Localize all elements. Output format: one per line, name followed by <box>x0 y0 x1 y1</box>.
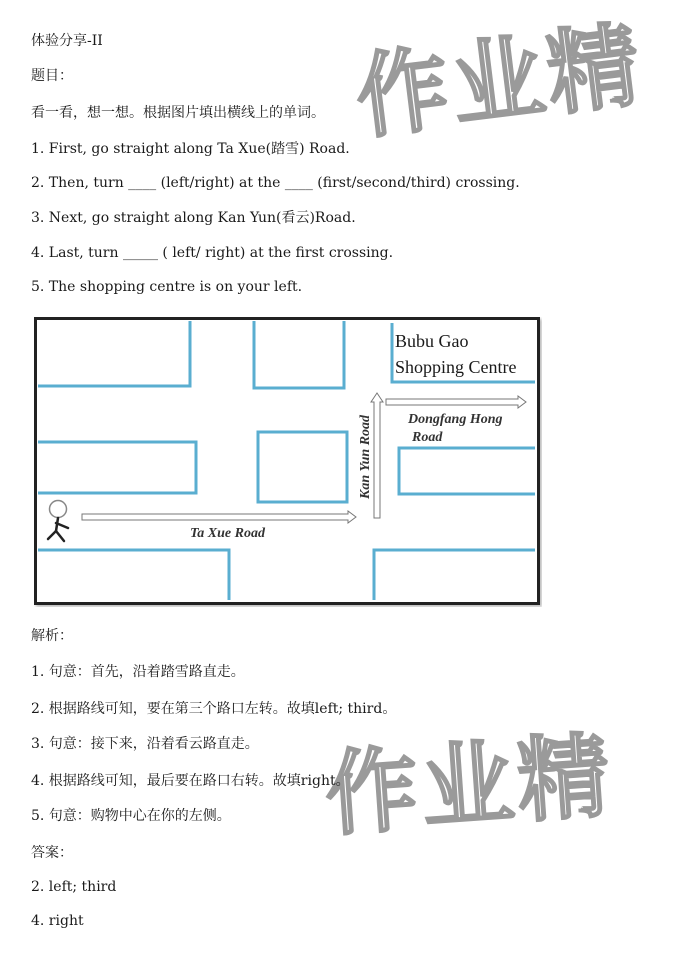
dongfang-road-label-line2: Road <box>412 430 443 445</box>
analysis-1: 1. 句意：首先，沿着踏雪路直走。 <box>31 664 245 680</box>
instruction-text: 看一看，想一想。根据图片填出横线上的单词。 <box>31 105 325 121</box>
kanyun-road-label: Kan Yun Road <box>358 414 373 499</box>
analysis-5: 5. 句意：购物中心在你的左侧。 <box>31 808 231 824</box>
question-3: 3. Next, go straight along Kan Yun(看云)Road. <box>31 210 356 226</box>
analysis-3: 3. 句意：接下来，沿着看云路直走。 <box>31 736 259 752</box>
route-map <box>34 317 542 607</box>
watermark-bottom: 作业精 <box>322 722 617 849</box>
question-5: 5. The shopping centre is on your left. <box>31 279 303 295</box>
answer-label: 答案： <box>31 845 73 861</box>
question-4: 4. Last, turn _____ ( left/ right) at the first crossing. <box>31 245 394 261</box>
shop-label-line2: Shopping Centre <box>395 357 517 377</box>
analysis-label: 解析： <box>31 628 73 644</box>
dongfang-road-label-line1: Dongfang Hong <box>408 412 503 427</box>
question-label: 题目： <box>31 68 73 84</box>
analysis-4: 4. 根据路线可知，最后要在路口右转。故填right。 <box>31 773 350 789</box>
answer-2: 4. right <box>31 913 84 929</box>
question-2: 2. Then, turn ____ (left/right) at the ____ (first/second/third) crossing. <box>31 175 520 191</box>
watermark-top: 作业精 <box>350 10 650 153</box>
question-1: 1. First, go straight along Ta Xue(踏雪) Road. <box>31 141 350 157</box>
shop-label-line1: Bubu Gao <box>395 331 469 351</box>
document-header: 体验分享-II <box>31 33 103 49</box>
analysis-2: 2. 根据路线可知，要在第三个路口左转。故填left; third。 <box>31 701 397 717</box>
taxue-road-label: Ta Xue Road <box>190 526 265 541</box>
answer-1: 2. left; third <box>31 879 117 895</box>
